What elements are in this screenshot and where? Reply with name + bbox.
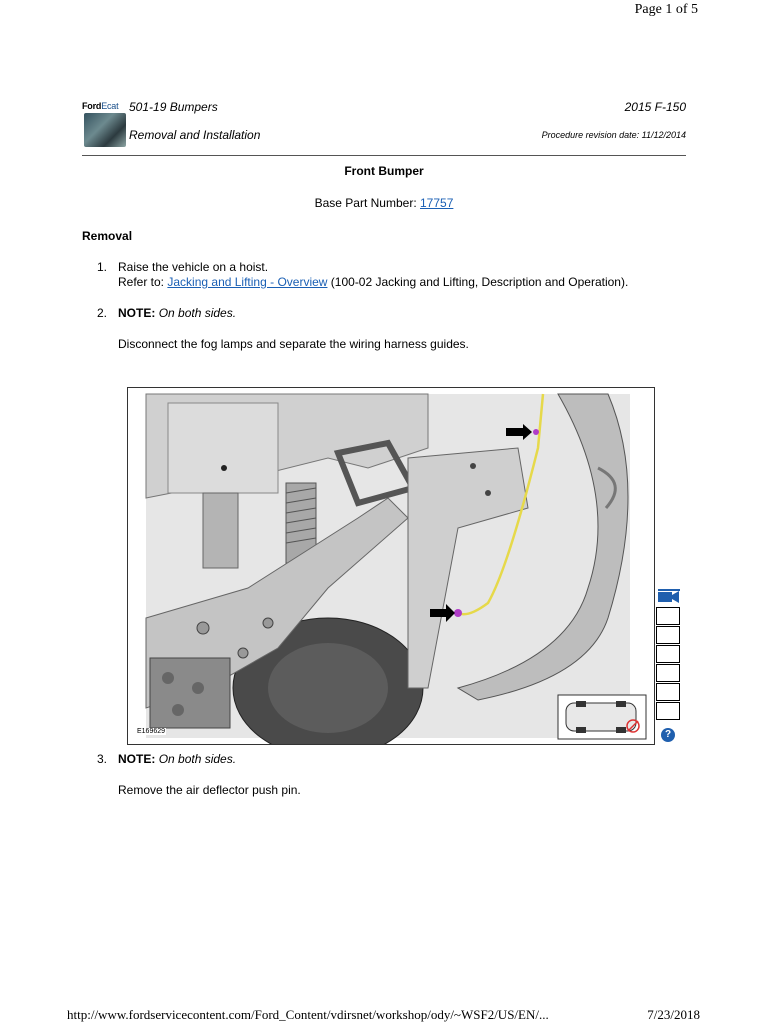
toolbar-slot[interactable] xyxy=(656,626,680,644)
toolbar-slot[interactable] xyxy=(656,664,680,682)
step-instruction: Remove the air deflector push pin. xyxy=(118,783,301,797)
toolbar-slot[interactable] xyxy=(656,645,680,663)
section-heading: Removal xyxy=(82,229,133,243)
base-part-link[interactable]: 17757 xyxy=(420,196,454,210)
section-name: 501-19 Bumpers xyxy=(129,100,218,114)
revision-date: Procedure revision date: 11/12/2014 xyxy=(541,130,686,140)
header-divider xyxy=(82,155,686,156)
base-part-label: Base Part Number: xyxy=(314,196,417,210)
footer-date: 7/23/2018 xyxy=(647,1007,700,1022)
step-number: 1. xyxy=(97,260,108,274)
video-camera-icon[interactable] xyxy=(658,588,680,604)
page-number: Page 1 of 5 xyxy=(634,2,698,17)
fordecat-logo xyxy=(82,101,128,147)
toolbar-slot[interactable] xyxy=(656,607,680,625)
vehicle-model: 2015 F-150 xyxy=(624,100,686,114)
help-icon[interactable]: ? xyxy=(661,728,675,742)
note-text: On both sides. xyxy=(158,306,237,320)
procedure-type: Removal and Installation xyxy=(129,128,261,142)
note-label: NOTE: xyxy=(118,306,156,320)
jacking-lifting-link[interactable]: Jacking and Lifting - Overview xyxy=(167,275,328,289)
page-title: Front Bumper xyxy=(344,164,424,178)
brand-thumbnail-image xyxy=(84,113,126,147)
step-text: Raise the vehicle on a hoist. xyxy=(118,260,269,274)
brand-ford: Ford xyxy=(82,101,102,111)
figure-toolbar xyxy=(655,588,683,748)
toolbar-slot[interactable] xyxy=(656,702,680,720)
brand-ecat: Ecat xyxy=(101,101,119,111)
step-instruction: Disconnect the fog lamps and separate the wiring harness guides. xyxy=(118,337,469,351)
refer-suffix: (100-02 Jacking and Lifting, Description and Operation). xyxy=(330,275,629,289)
procedure-illustration xyxy=(127,387,655,745)
step-number: 2. xyxy=(97,306,108,320)
toolbar-slot[interactable] xyxy=(656,683,680,701)
note-label: NOTE: xyxy=(118,752,156,766)
illustration-drawing xyxy=(128,388,654,744)
footer-url: http://www.fordservicecontent.com/Ford_Content/vdirsnet/workshop/ody/~WSF2/US/EN/... xyxy=(67,1007,549,1022)
refer-prefix: Refer to: xyxy=(118,275,165,289)
base-part-number xyxy=(82,196,686,210)
figure-id: E169629 xyxy=(137,728,166,735)
document-header xyxy=(82,97,686,155)
step-number: 3. xyxy=(97,752,108,766)
note-text: On both sides. xyxy=(158,752,237,766)
